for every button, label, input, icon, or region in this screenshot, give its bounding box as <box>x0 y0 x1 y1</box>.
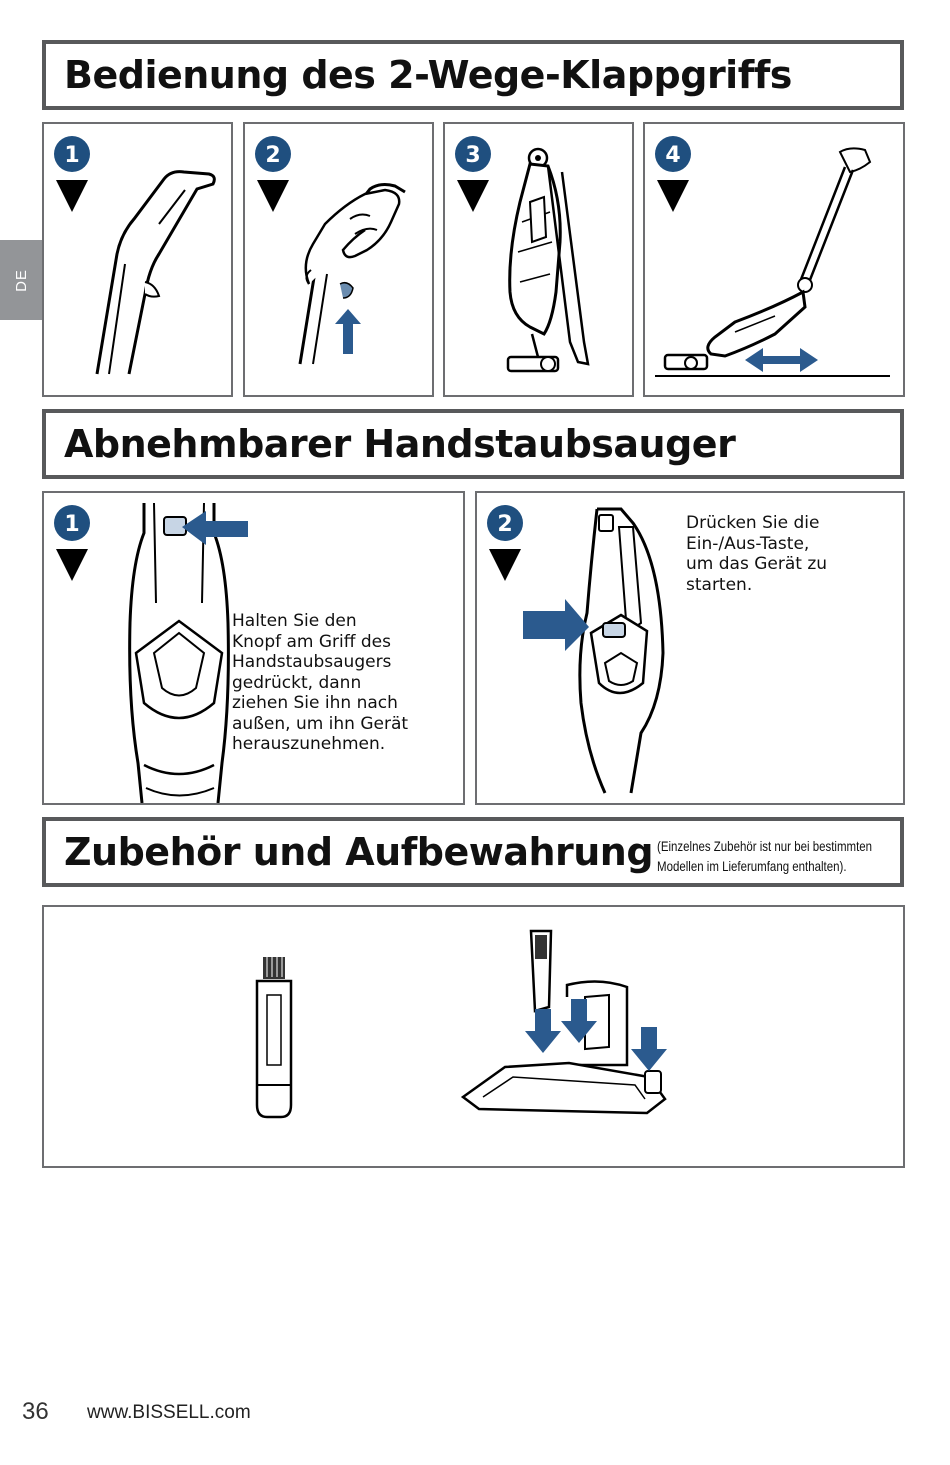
step-number: 2 <box>497 512 513 537</box>
hand-vac-step-panel-1 <box>42 491 465 805</box>
handheld-power-button-illustration <box>521 503 671 798</box>
page-number: 36 <box>22 1398 49 1425</box>
footer-url: www.BISSELL.com <box>87 1402 251 1423</box>
step-panel-1 <box>42 122 233 397</box>
language-tab-label: DE <box>12 268 30 292</box>
step-number: 4 <box>665 143 681 168</box>
hand-pressing-release-illustration <box>295 164 430 394</box>
language-tab <box>0 240 42 320</box>
step-panel-4 <box>643 122 905 397</box>
vacuum-in-use-illustration <box>655 142 900 382</box>
step-panel-3 <box>443 122 634 397</box>
step-badge <box>253 134 293 214</box>
section-header-hand-vac <box>42 409 904 479</box>
folded-vacuum-illustration <box>500 142 630 387</box>
section-title-accessories: Zubehör und Aufbewahrung <box>64 830 654 874</box>
step-badge <box>453 134 493 214</box>
section-title-folding-handle: Bedienung des 2-Wege-Klappgriffs <box>64 53 792 97</box>
handle-closed-illustration <box>89 164 229 394</box>
step-badge <box>52 503 92 583</box>
step-panel-2 <box>243 122 434 397</box>
section-title-hand-vac: Abnehmbarer Handstaubsauger <box>64 422 736 466</box>
dusting-brush-illustration <box>249 955 299 1125</box>
step-badge <box>485 503 525 583</box>
storage-base-illustration <box>459 927 679 1137</box>
step-badge <box>52 134 92 214</box>
step-number: 1 <box>64 512 80 537</box>
accessories-panel <box>42 905 905 1168</box>
step-number: 3 <box>465 143 481 168</box>
step-number: 1 <box>64 143 80 168</box>
section-header-folding-handle <box>42 40 904 110</box>
accessories-note: (Einzelnes Zubehör ist nur bei bestimmten Modellen im Lieferumfang enthalten). <box>657 838 873 874</box>
hand-vac-step-panel-2 <box>475 491 905 805</box>
hand-vac-step2-text: Drücken Sie die Ein-/Aus-Taste, um das Gerät zu starten. <box>686 513 828 595</box>
hand-vac-step1-text: Halten Sie den Knopf am Griff des Handstaubsaugers gedrückt, dann ziehen Sie ihn nach außen, um ihn Gerät herauszunehmen. <box>232 611 409 754</box>
step-number: 2 <box>265 143 281 168</box>
